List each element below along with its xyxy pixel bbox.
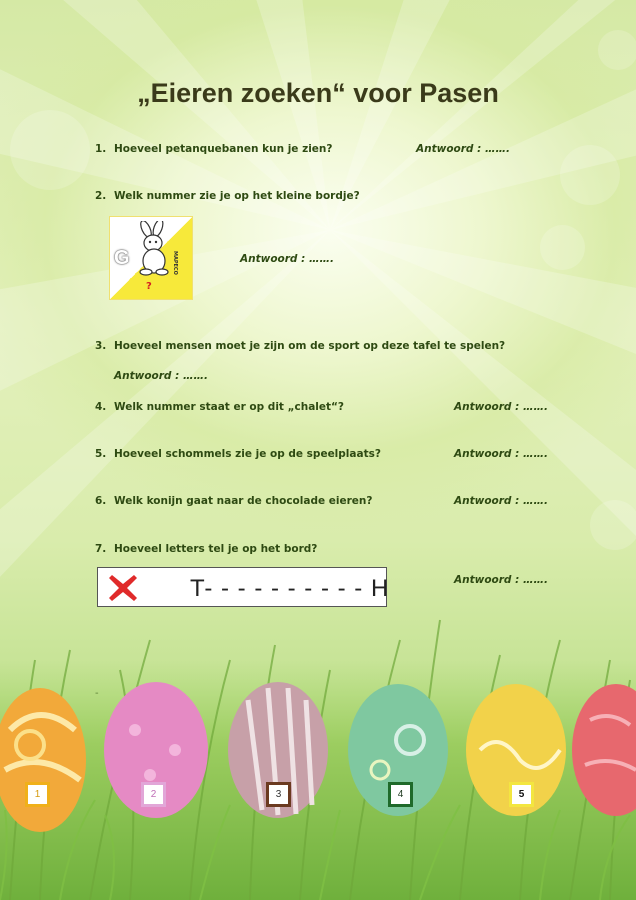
question-number: 3. [95, 340, 107, 352]
board-word: T- - - - - - - - - - H [190, 575, 390, 602]
question-7 [95, 543, 317, 555]
bokeh-light [560, 145, 620, 205]
bokeh-light [598, 30, 636, 70]
question-text: Welk konijn gaat naar de chocolade eieren? [114, 495, 373, 507]
question-3 [95, 340, 505, 352]
question-text: Hoeveel schommels zie je op de speelplaats? [114, 448, 381, 460]
question-2 [95, 190, 360, 202]
question-text: Hoeveel letters tel je op het bord? [114, 543, 318, 555]
egg-number-box-1: 1 [25, 782, 50, 807]
question-text: Welk nummer staat er op dit „chalet“? [114, 401, 345, 413]
page-title: „Eieren zoeken“ voor Pasen [137, 78, 499, 108]
question-1 [95, 143, 333, 155]
bokeh-light [540, 225, 585, 270]
question-text: Hoeveel mensen moet je zijn om de sport op deze tafel te spelen? [114, 340, 506, 352]
egg-number-box-2: 2 [141, 782, 166, 807]
question-number: 7. [95, 543, 107, 555]
sign-letter: G [114, 247, 130, 269]
question-number: 6. [95, 495, 107, 507]
egg-number-box-3: 3 [266, 782, 291, 807]
bokeh-light [10, 110, 90, 190]
egg-number-box-4: 4 [388, 782, 413, 807]
answer-5: Antwoord : ……. [454, 448, 548, 460]
answer-1: Antwoord : ……. [416, 143, 510, 155]
question-4 [95, 401, 344, 413]
question-text: Hoeveel petanquebanen kun je zien? [114, 143, 333, 155]
egg-number-box-5: 5 [509, 782, 534, 807]
answer-4: Antwoord : ……. [454, 401, 548, 413]
sign-caption: MAPECO [172, 251, 178, 275]
question-text: Welk nummer zie je op het kleine bordje? [114, 190, 360, 202]
bokeh-light [590, 500, 636, 550]
question-number: 4. [95, 401, 107, 413]
question-6 [95, 495, 372, 507]
question-number: 1. [95, 143, 107, 155]
question-number: 2. [95, 190, 107, 202]
question-5 [95, 448, 381, 460]
answer-3: Antwoord : ……. [114, 370, 208, 382]
grass-and-eggs-illustration [0, 600, 636, 900]
answer-7: Antwoord : ……. [454, 574, 548, 586]
question-number: 5. [95, 448, 107, 460]
answer-2: Antwoord : ……. [240, 253, 334, 265]
answer-6: Antwoord : ……. [454, 495, 548, 507]
small-sign-image [110, 217, 192, 299]
sign-question-mark: ? [146, 281, 152, 292]
bunny-icon [132, 221, 176, 277]
